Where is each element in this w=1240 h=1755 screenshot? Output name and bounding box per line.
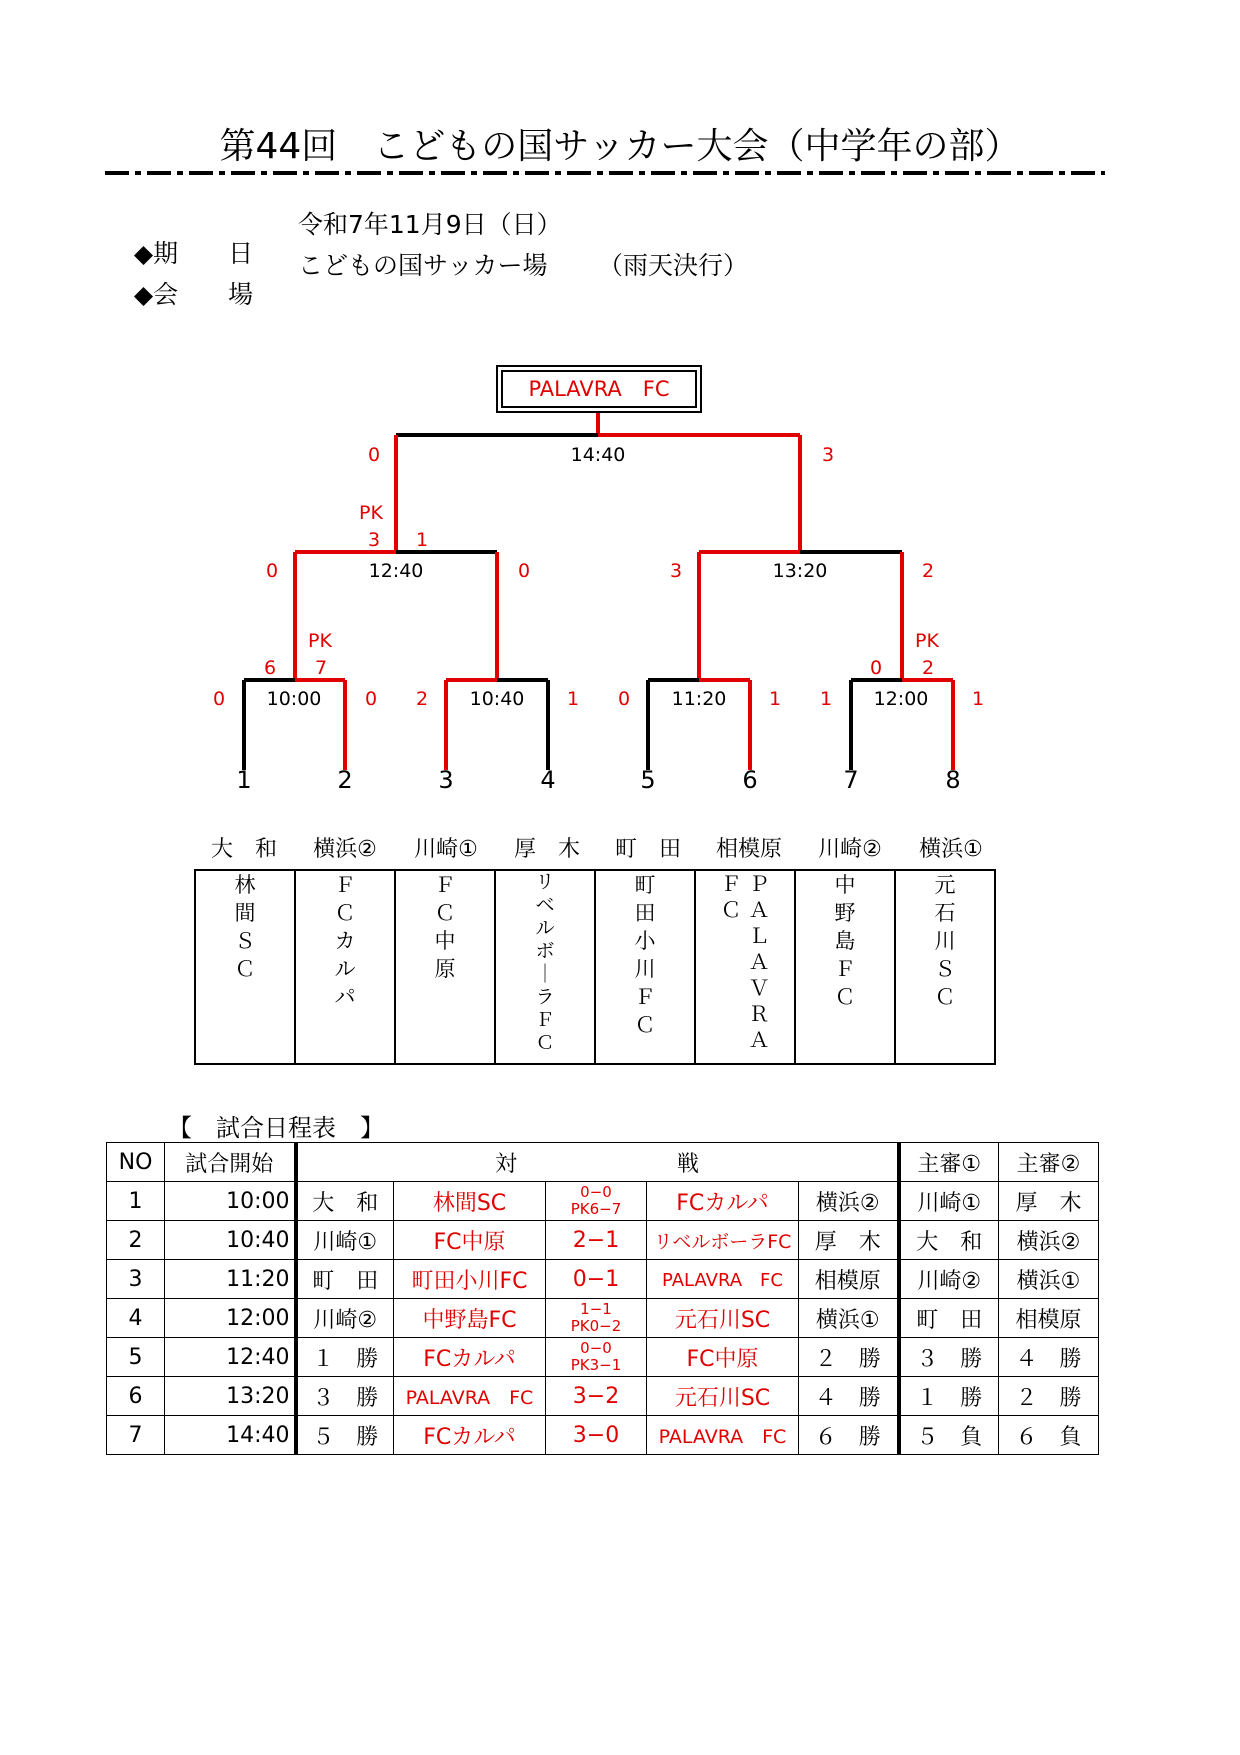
seed-number: 4: [540, 766, 556, 794]
cell-text: ベ: [535, 894, 555, 916]
table-cell: 7: [107, 1416, 165, 1455]
table-cell: ５ 負: [899, 1416, 999, 1455]
cell-text: 中: [434, 929, 456, 953]
table-cell: 川崎②: [296, 1299, 394, 1338]
schedule-header-row: [107, 1143, 1099, 1182]
table-cell: 厚 木: [999, 1182, 1099, 1221]
table-cell: 川崎①: [899, 1182, 999, 1221]
team-cell-3: [395, 870, 495, 1064]
table-cell: 相模原: [999, 1299, 1099, 1338]
cell-text: 小: [634, 929, 656, 953]
cell-text: Ｒ: [748, 1002, 770, 1026]
cell-text: ボ: [535, 940, 555, 962]
team-cell-2: [295, 870, 395, 1064]
team-area: 横浜①: [919, 837, 983, 862]
schedule-row: [107, 1377, 1099, 1416]
cell-text: 間: [234, 901, 256, 925]
cell-text: Ｆ: [535, 1009, 555, 1031]
semi-right-right-score: 2: [921, 560, 935, 582]
table-cell: 5: [107, 1338, 165, 1377]
table-cell: 町田小川FC: [394, 1260, 546, 1299]
cell-text: PK6−7: [570, 1200, 622, 1218]
champion-box: [496, 365, 702, 413]
cell-text: Ｃ: [434, 901, 456, 925]
table-cell: 元石川SC: [647, 1377, 799, 1416]
table-cell: 13:20: [165, 1377, 296, 1416]
cell-text: Ａ: [748, 950, 770, 974]
cell-text: Ｓ: [934, 957, 956, 981]
cell-text: ｜: [535, 963, 555, 985]
team-name-vertical: [719, 871, 771, 1053]
header-ref2: 主審②: [999, 1143, 1099, 1182]
cell-text: カ: [334, 929, 356, 953]
cell-text: 1−1: [580, 1300, 612, 1318]
page-title: 第44回 こどもの国サッカー大会（中学年の部）: [219, 126, 1021, 167]
final-right-score: 3: [821, 444, 835, 466]
table-cell: ３ 勝: [296, 1377, 394, 1416]
schedule-row: [107, 1182, 1099, 1221]
table-cell: [546, 1338, 647, 1377]
table-cell: 10:00: [165, 1182, 296, 1221]
team-name-grid: [194, 869, 996, 1065]
table-cell: FC中原: [647, 1338, 799, 1377]
cell-text: 川: [634, 957, 656, 981]
semi-left-left-score: 0: [265, 560, 279, 582]
table-cell: ６ 勝: [799, 1416, 899, 1455]
seed-number: 3: [438, 766, 454, 794]
cell-text: Ｃ: [934, 985, 956, 1009]
table-cell: 4: [107, 1299, 165, 1338]
cell-text: 石: [934, 901, 956, 925]
table-cell: 3−2: [546, 1377, 647, 1416]
schedule-row: [107, 1416, 1099, 1455]
table-cell: 横浜②: [799, 1182, 899, 1221]
table-cell: FCカルパ: [647, 1182, 799, 1221]
schedule-title: 【 試合日程表 】: [168, 1114, 384, 1142]
cell-text: リ: [535, 871, 555, 893]
table-cell: ４ 勝: [999, 1338, 1099, 1377]
team-area: 厚 木: [513, 837, 580, 862]
table-cell: ６ 負: [999, 1416, 1099, 1455]
cell-text: 林: [234, 873, 256, 897]
cell-text: 元: [934, 873, 956, 897]
table-cell: 川崎②: [899, 1260, 999, 1299]
table-cell: 12:00: [165, 1299, 296, 1338]
table-cell: [546, 1182, 647, 1221]
cell-text: Ｆ: [434, 873, 456, 897]
cell-text: 野: [834, 901, 856, 925]
r1-m1-pk-right: 7: [314, 657, 328, 679]
team-cell-5: [595, 870, 695, 1064]
table-cell: 1: [107, 1182, 165, 1221]
table-cell: 12:40: [165, 1338, 296, 1377]
seed-number: 1: [236, 766, 252, 794]
r1-m1-pk-label: PK: [308, 630, 332, 652]
team-cell-4: [495, 870, 595, 1064]
cell-text: 田: [634, 901, 656, 925]
cell-text: Ｓ: [234, 929, 256, 953]
table-cell: FCカルパ: [394, 1338, 546, 1377]
header-no: NO: [107, 1143, 165, 1182]
cell-text: Ｐ: [748, 872, 770, 896]
table-cell: 横浜①: [799, 1299, 899, 1338]
cell-text: Ｃ: [334, 901, 356, 925]
team-area: 相模原: [715, 837, 782, 862]
team-name-vertical: [333, 871, 357, 1011]
table-cell: ２ 勝: [799, 1338, 899, 1377]
team-area: 川崎②: [818, 837, 882, 862]
r1-m1-left-score: 0: [212, 688, 226, 710]
semi-right-left-score: 3: [669, 560, 683, 582]
table-cell: １ 勝: [899, 1377, 999, 1416]
table-cell: 中野島FC: [394, 1299, 546, 1338]
cell-text: 0−0: [580, 1183, 612, 1201]
team-name-vertical: [533, 871, 557, 1055]
r1-m1-right-score: 0: [364, 688, 378, 710]
team-name-vertical: [633, 871, 657, 1039]
header-start: 試合開始: [165, 1143, 296, 1182]
cell-text: ラ: [535, 986, 555, 1008]
table-cell: 3: [107, 1260, 165, 1299]
final-left-score: 0: [367, 444, 381, 466]
table-cell: FCカルパ: [394, 1416, 546, 1455]
table-cell: 林間SC: [394, 1182, 546, 1221]
table-cell: 横浜②: [999, 1221, 1099, 1260]
table-cell: 相模原: [799, 1260, 899, 1299]
table-cell: 川崎①: [296, 1221, 394, 1260]
team-area: 大 和: [210, 837, 277, 862]
seed-number: 6: [742, 766, 758, 794]
table-cell: ３ 勝: [899, 1338, 999, 1377]
cell-text: ル: [535, 917, 555, 939]
cell-text: 原: [434, 957, 456, 981]
r1-m4-pk-right: 2: [921, 657, 935, 679]
team-cell-1: [195, 870, 295, 1064]
table-cell: 2: [107, 1221, 165, 1260]
table-cell: 14:40: [165, 1416, 296, 1455]
table-cell: 0−1: [546, 1260, 647, 1299]
team-name-vertical: [833, 871, 857, 1011]
schedule-row: [107, 1338, 1099, 1377]
table-cell: ４ 勝: [799, 1377, 899, 1416]
cell-text: 川: [934, 929, 956, 953]
table-cell: 10:40: [165, 1221, 296, 1260]
venue-note: （雨天決行）: [598, 251, 749, 280]
semi-left-pk-right: 1: [415, 529, 429, 551]
semi-left-pk-left: 3: [367, 529, 381, 551]
cell-text: Ｃ: [720, 898, 742, 922]
venue-value: こどもの国サッカー場: [298, 251, 548, 280]
team-name-vertical: [233, 871, 257, 983]
champion-name: PALAVRA FC: [501, 370, 697, 408]
venue-label: ◆会 場: [133, 280, 254, 309]
header-match: 対 戦: [296, 1143, 899, 1182]
semi-left-pk-label: PK: [359, 502, 383, 524]
cell-text: 中: [834, 873, 856, 897]
team-area: 川崎①: [414, 837, 478, 862]
team-name-vertical: [433, 871, 457, 983]
table-cell: PALAVRA FC: [394, 1377, 546, 1416]
cell-text: 島: [834, 929, 856, 953]
table-cell: 2−1: [546, 1221, 647, 1260]
table-cell: ２ 勝: [999, 1377, 1099, 1416]
table-cell: 厚 木: [799, 1221, 899, 1260]
team-area: 町 田: [614, 837, 681, 862]
table-cell: 11:20: [165, 1260, 296, 1299]
r1-m3-time: 11:20: [671, 688, 727, 710]
r1-m4-pk-left: 0: [869, 657, 883, 679]
cell-text: Ａ: [748, 898, 770, 922]
schedule-row: [107, 1221, 1099, 1260]
header-ref1: 主審①: [899, 1143, 999, 1182]
r1-m3-left-score: 0: [617, 688, 631, 710]
r1-m1-time: 10:00: [266, 688, 322, 710]
cell-text: 町: [634, 873, 656, 897]
team-cell-8: [895, 870, 995, 1064]
team-area: 横浜②: [313, 837, 377, 862]
table-cell: 横浜①: [999, 1260, 1099, 1299]
cell-text: PK0−2: [570, 1317, 622, 1335]
schedule-row: [107, 1260, 1099, 1299]
table-cell: PALAVRA FC: [647, 1416, 799, 1455]
cell-text: ル: [334, 957, 356, 981]
cell-text: Ｆ: [334, 873, 356, 897]
r1-m4-time: 12:00: [873, 688, 929, 710]
team-cell-7: [795, 870, 895, 1064]
cell-text: Ｃ: [834, 985, 856, 1009]
semi-left-right-score: 0: [517, 560, 531, 582]
table-cell: ５ 勝: [296, 1416, 394, 1455]
semi-right-time: 13:20: [772, 560, 828, 582]
schedule-row: [107, 1299, 1099, 1338]
r1-m2-time: 10:40: [469, 688, 525, 710]
date-label: ◆期 日: [133, 239, 254, 268]
cell-text: Ｖ: [748, 976, 770, 1000]
r1-m4-left-score: 1: [819, 688, 833, 710]
cell-text: Ｆ: [720, 872, 742, 896]
table-cell: 町 田: [296, 1260, 394, 1299]
table-cell: リベルボーラFC: [647, 1221, 799, 1260]
team-name-vertical: [933, 871, 957, 1011]
r1-m3-right-score: 1: [768, 688, 782, 710]
cell-text: Ａ: [748, 1028, 770, 1052]
r1-m2-left-score: 2: [415, 688, 429, 710]
table-cell: 町 田: [899, 1299, 999, 1338]
table-cell: １ 勝: [296, 1338, 394, 1377]
cell-text: Ｃ: [634, 1013, 656, 1037]
cell-text: Ｆ: [634, 985, 656, 1009]
r1-m2-right-score: 1: [566, 688, 580, 710]
cell-text: Ｌ: [748, 924, 770, 948]
table-cell: 大 和: [899, 1221, 999, 1260]
seed-number: 7: [843, 766, 859, 794]
date-value: 令和7年11月9日（日）: [298, 210, 562, 239]
table-cell: [546, 1299, 647, 1338]
cell-text: 0−0: [580, 1339, 612, 1357]
seed-number: 2: [337, 766, 353, 794]
schedule-table: [106, 1142, 1099, 1455]
table-cell: 大 和: [296, 1182, 394, 1221]
table-cell: 元石川SC: [647, 1299, 799, 1338]
cell-text: Ｃ: [234, 957, 256, 981]
table-cell: PALAVRA FC: [647, 1260, 799, 1299]
r1-m1-pk-left: 6: [263, 657, 277, 679]
table-cell: FC中原: [394, 1221, 546, 1260]
table-cell: 6: [107, 1377, 165, 1416]
r1-m4-pk-label: PK: [915, 630, 939, 652]
team-cell-6: [695, 870, 795, 1064]
final-time: 14:40: [570, 444, 626, 466]
cell-text: パ: [334, 985, 356, 1009]
semi-left-time: 12:40: [368, 560, 424, 582]
r1-m4-right-score: 1: [971, 688, 985, 710]
seed-number: 5: [640, 766, 656, 794]
cell-text: PK3−1: [570, 1356, 622, 1374]
seed-number: 8: [945, 766, 961, 794]
cell-text: Ｃ: [535, 1032, 555, 1054]
table-cell: 3−0: [546, 1416, 647, 1455]
cell-text: Ｆ: [834, 957, 856, 981]
